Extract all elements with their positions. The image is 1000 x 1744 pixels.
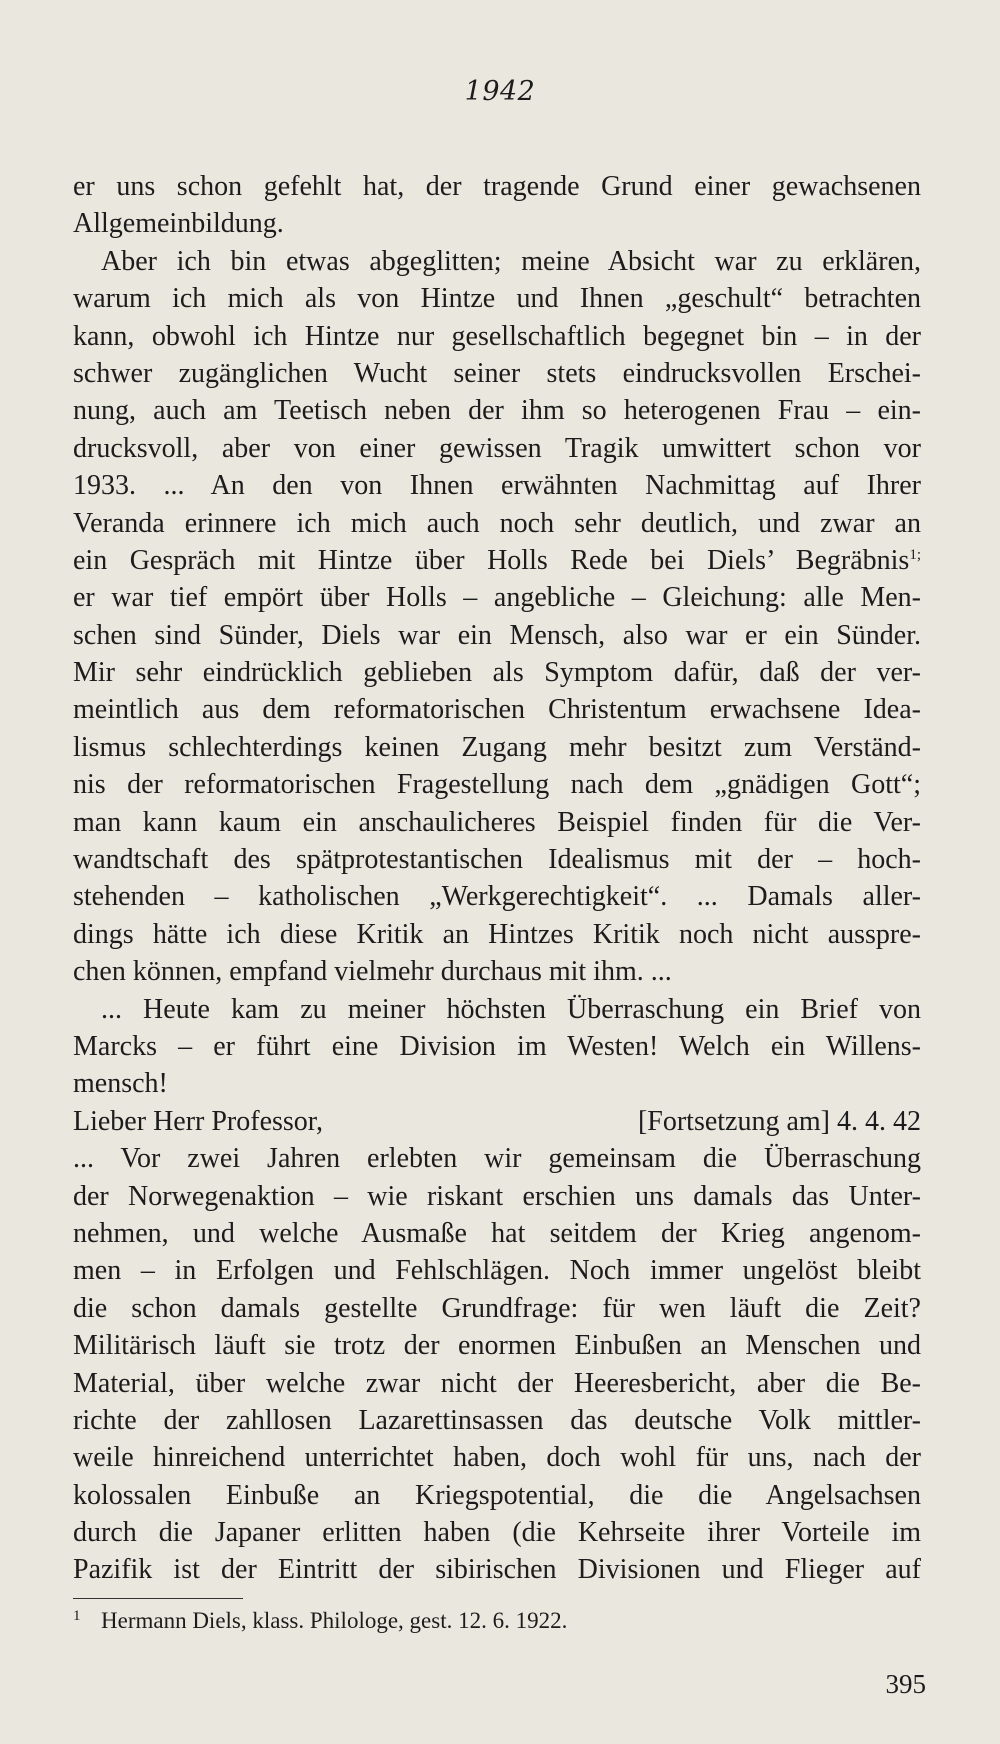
text-line: richte der zahllosen Lazarettinsassen das deutsche Volk mittler-: [73, 1404, 921, 1436]
text-line: meintlich aus dem reformatorischen Christentum erwachsene Idea-: [73, 694, 921, 726]
text-line: chen können, empfand vielmehr durchaus mit ihm. ...: [73, 956, 672, 988]
text-line: nis der reformatorischen Fragestellung nach dem „gnädigen Gott“;: [73, 769, 921, 801]
text-line: nung, auch am Teetisch neben der ihm so heterogenen Frau – ein-: [73, 395, 921, 427]
text-line: der Norwegenaktion – wie riskant erschien uns damals das Unter-: [73, 1180, 921, 1212]
text-line: men – in Erfolgen und Fehlschlägen. Noch immer ungelöst bleibt: [73, 1255, 921, 1287]
text-line: die schon damals gestellte Grundfrage: für wen läuft die Zeit?: [73, 1292, 921, 1324]
text-line-content: ein Gespräch mit Hintze über Holls Rede bei Diels’ Begräbnis: [73, 544, 910, 576]
text-line: Veranda erinnere ich mich auch noch sehr deutlich, und zwar an: [73, 507, 921, 539]
salutation: Lieber Herr Professor,: [73, 1105, 324, 1137]
text-line: Aber ich bin etwas abgeglitten; meine Absicht war zu erklären,: [101, 245, 921, 277]
text-line: schen sind Sünder, Diels war ein Mensch, also war er ein Sünder.: [73, 619, 921, 651]
text-line: Pazifik ist der Eintritt der sibirischen Divisionen und Flieger auf: [73, 1554, 921, 1586]
text-line: durch die Japaner erlitten haben (die Kehrseite ihrer Vorteile im: [73, 1517, 921, 1549]
footnote: [73, 1608, 567, 1634]
footnote-marker: 1: [73, 1608, 81, 1624]
text-line: schwer zugänglichen Wucht seiner stets eindrucksvollen Erschei-: [73, 357, 921, 389]
text-line: stehenden – katholischen „Werkgerechtigkeit“. ... Damals aller-: [73, 881, 921, 913]
continuation-date: [Fortsetzung am] 4. 4. 42: [637, 1105, 921, 1137]
text-line: Militärisch läuft sie trotz der enormen Einbußen an Menschen und: [73, 1330, 921, 1362]
text-line: er war tief empört über Holls – angebliche – Gleichung: alle Men-: [73, 582, 921, 614]
text-line: warum ich mich als von Hintze und Ihnen „geschult“ betrachten: [73, 283, 921, 315]
text-line: drucksvoll, aber von einer gewissen Tragik umwittert schon vor: [73, 432, 921, 464]
text-line: weile hinreichend unterrichtet haben, doch wohl für uns, nach der: [73, 1442, 921, 1474]
body-text: [73, 168, 921, 1589]
text-line: dings hätte ich diese Kritik an Hintzes Kritik noch nicht ausspre-: [73, 918, 921, 950]
text-line: ... Vor zwei Jahren erlebten wir gemeinsam die Überraschung: [73, 1143, 921, 1175]
text-line: Material, über welche zwar nicht der Heeresbericht, aber die Be-: [73, 1367, 921, 1399]
text-line-with-footnote-ref: [73, 542, 921, 579]
running-head: 1942: [464, 76, 536, 107]
text-line: nehmen, und welche Ausmaße hat seitdem der Krieg angenom-: [73, 1217, 921, 1249]
text-line: mensch!: [73, 1068, 168, 1100]
text-line: kann, obwohl ich Hintze nur gesellschaftlich begegnet bin – in der: [73, 320, 921, 352]
text-line: Mir sehr eindrücklich geblieben als Symptom dafür, daß der ver-: [73, 657, 921, 689]
text-line: man kann kaum ein anschaulicheres Beispiel finden für die Ver-: [73, 806, 921, 838]
text-line: lismus schlechterdings keinen Zugang mehr besitzt zum Verständ-: [73, 731, 921, 763]
footnote-text: Hermann Diels, klass. Philologe, gest. 12. 6. 1922.: [101, 1608, 568, 1633]
text-line: ... Heute kam zu meiner höchsten Überraschung ein Brief von: [101, 993, 921, 1025]
text-line: kolossalen Einbuße an Kriegspotential, die die Angelsachsen: [73, 1479, 921, 1511]
text-line: er uns schon gefehlt hat, der tragende Grund einer gewachsenen: [73, 171, 921, 202]
page-number: 395: [885, 1669, 926, 1699]
text-line: wandtschaft des spätprotestantischen Idealismus mit der – hoch-: [73, 844, 921, 876]
footnote-reference: 1;: [909, 546, 921, 563]
text-line: Marcks – er führt eine Division im Westen! Welch ein Willens-: [73, 1030, 921, 1062]
text-line: 1933. ... An den von Ihnen erwähnten Nachmittag auf Ihrer: [73, 470, 921, 502]
text-line: Allgemeinbildung.: [73, 208, 284, 240]
footnote-divider: [73, 1598, 243, 1599]
letter-salutation-row: [73, 1103, 921, 1140]
